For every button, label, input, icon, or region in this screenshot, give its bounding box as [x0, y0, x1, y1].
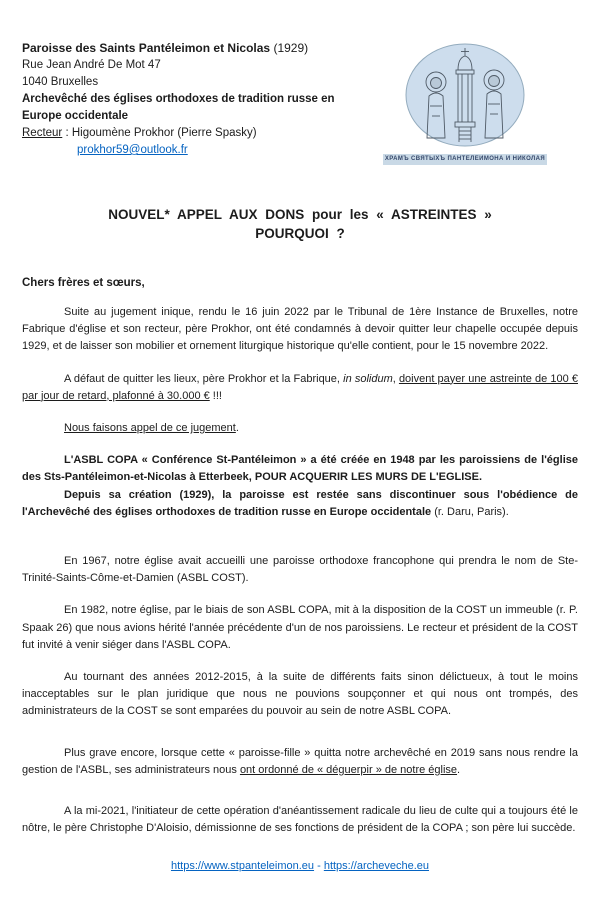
paragraph-obedience [22, 487, 578, 521]
parish-seal [383, 42, 547, 165]
letterhead [22, 40, 367, 159]
paragraph-2019 [22, 745, 578, 779]
astreinte-text: A défaut de quitter les lieux, père Prokhor et la Fabrique, [64, 372, 344, 385]
seal-caption: ХРАМЪ СВЯТЫХЪ ПАНТЕЛЕИМОНА И НИКОЛАЯ [383, 154, 547, 165]
seal-icon [383, 42, 547, 148]
footer-link-separator: - [314, 860, 324, 872]
paragraph-2019-text: Plus grave encore, lorsque cette « paroisse-fille » quitta notre archevêché en 2019 sans nous rendre la gestion de l'ASBL, ses administrateurs nous [22, 746, 578, 776]
paragraph-2019-period: . [457, 763, 461, 776]
address-line-2: 1040 Bruxelles [22, 76, 99, 88]
parish-name-line [22, 40, 367, 57]
obedience-normal: (r. Daru, Paris). [431, 505, 509, 518]
rector-line [22, 125, 367, 142]
astreinte-exclaim: !!! [209, 389, 222, 402]
parish-year: (1929) [270, 41, 309, 55]
footer [0, 860, 600, 872]
paragraph-1967: En 1967, notre église avait accueilli une paroisse orthodoxe francophone qui prendra le nom de Ste-Trinité-Saints-Côme-et-Damien (ASBL COST). [22, 555, 578, 585]
paragraph-2012-2015: Au tournant des années 2012-2015, à la suite de différents faits sinon délictueux, à tout le moins inacceptables sur le plan juridique que nous ne pouvions soupçonner et qui nous ont trompés, des administrateurs de la COST se sont emparées du pouvoir au sein de notre ASBL COPA. [22, 671, 578, 718]
rector-email-link[interactable]: prokhor59@outlook.fr [77, 144, 188, 156]
email-line [22, 142, 367, 159]
paragraph-astreinte [22, 371, 578, 405]
paragraph-1982: En 1982, notre église, par le biais de son ASBL COPA, mit à la disposition de la COST un immeuble (r. P. Spaak 26) que nous avions hérité l'année précédente d'un de nos paroissiens. Le recteur et président de la COST fut invité à venir siéger dans l'ASBL COPA. [22, 604, 578, 651]
astreinte-comma: , [392, 372, 399, 385]
obedience-bold: Depuis sa création (1929), la paroisse est restée sans discontinuer sous l'obédience de l'Archevêché des églises orthodoxes de tradition russe en Europe occidentale [22, 488, 578, 518]
footer-link-archeveche[interactable]: https://archeveche.eu [323, 860, 430, 872]
document-title [22, 205, 578, 243]
title-line-2: POURQUOI ? [255, 226, 345, 241]
paragraph-appeal [22, 420, 578, 437]
footer-link-stpanteleimon[interactable]: https://www.stpanteleimon.eu [170, 860, 315, 872]
parish-name: Paroisse des Saints Pantéleimon et Nicolas [22, 41, 271, 55]
paragraph-2021: A la mi-2021, l'initiateur de cette opération d'anéantissement radicale du lieu de culte qui a toujours été le nôtre, le père Christophe D'Aloisio, démissionne de ses fonctions de président de la COPA ; son père lui succède. [22, 805, 578, 835]
astreinte-amount: doivent payer une astreinte de 100 € par jour de retard, plafonné à 30.000 € [22, 372, 578, 402]
paragraph-2019-underline: ont ordonné de « déguerpir » de notre église [239, 763, 458, 776]
rector-value: : Higoumène Prokhor (Pierre Spasky) [62, 127, 257, 139]
title-line-1: NOUVEL* APPEL AUX DONS pour les « ASTREINTES » [108, 207, 492, 222]
paragraph-asbl-copa: L'ASBL COPA « Conférence St-Pantéleimon » a été créée en 1948 par les paroissiens de l'église des Sts-Pantéleimon-et-Nicolas à Etterbeek, POUR ACQUERIR LES MURS DE L'EGLISE. [22, 454, 578, 484]
salutation: Chers frères et sœurs, [22, 277, 145, 289]
paragraph-judgment: Suite au jugement inique, rendu le 16 juin 2022 par le Tribunal de 1ère Instance de Bruxelles, notre Fabrique d'église et son recteur, père Prokhor, ont été condamnés à devoir quitter leur chapelle occupée depuis 1929, et de laisser son mobilier et ornement liturgique historique qu'elle contient, pour le 15 novembre 2022. [22, 306, 578, 353]
rector-label: Recteur [22, 127, 63, 139]
archdiocese-line: Archevêché des églises orthodoxes de tradition russe en Europe occidentale [22, 93, 335, 122]
document-body [22, 205, 578, 837]
appeal-period: . [235, 422, 239, 435]
address-line-1: Rue Jean André De Mot 47 [22, 59, 161, 71]
appeal-text: Nous faisons appel de ce jugement [64, 422, 236, 435]
astreinte-latin: in solidum [343, 372, 393, 385]
